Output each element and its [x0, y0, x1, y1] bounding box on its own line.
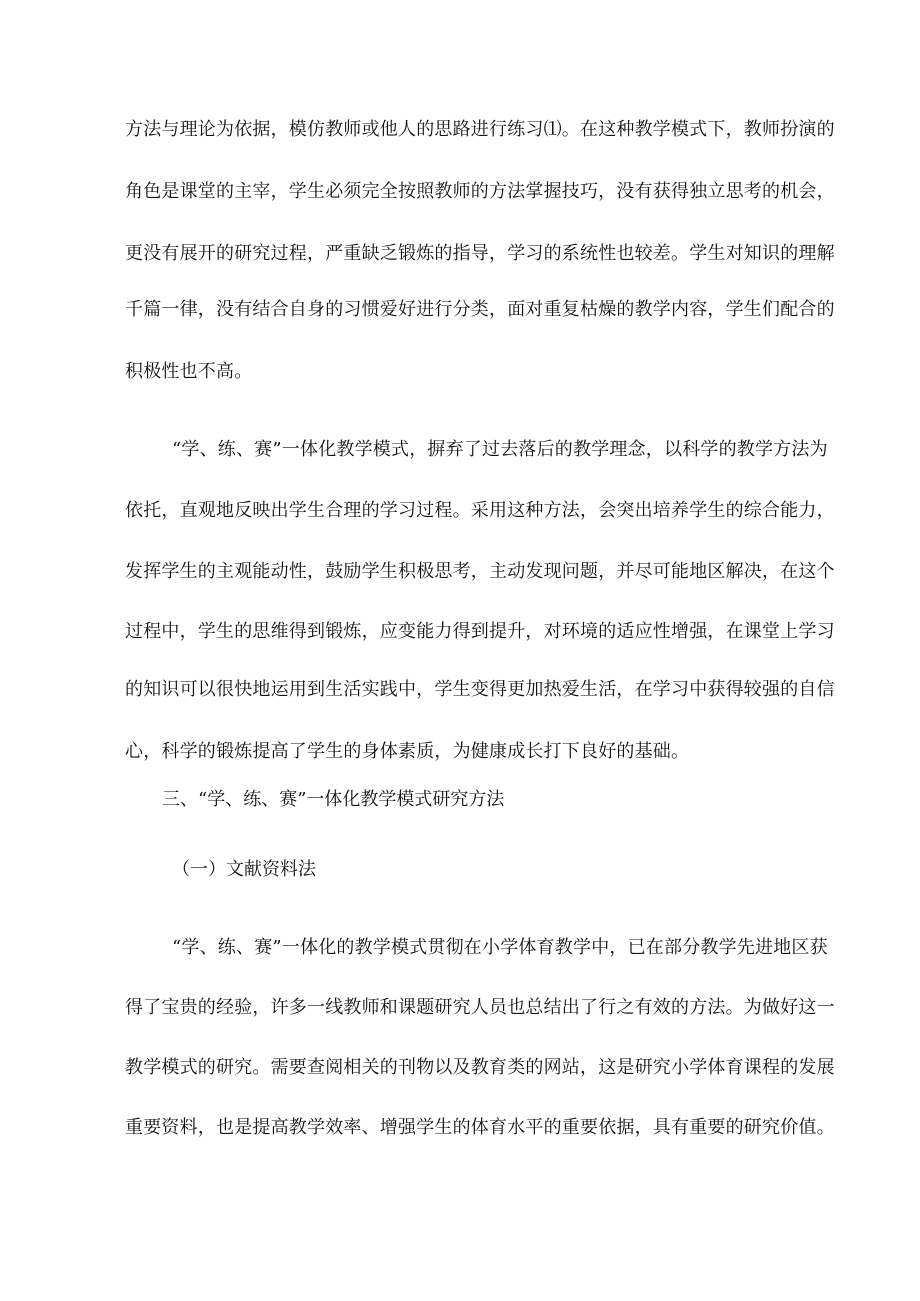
- paragraph-2-line-3: 发挥学生的主观能动性，鼓励学生积极思考，主动发现问题，并尽可能地区解决，在这个: [125, 561, 835, 582]
- paragraph-3-line-2: 得了宝贵的经验，许多一线教师和课题研究人员也总结出了行之有效的方法。为做好这一: [125, 997, 835, 1018]
- paragraph-2-line-4: 过程中，学生的思维得到锻炼，应变能力得到提升，对环境的适应性增强，在课堂上学习: [125, 621, 835, 642]
- paragraph-2-line-2: 依托，直观地反映出学生合理的学习过程。采用这种方法，会突出培养学生的综合能力，: [125, 500, 835, 521]
- paragraph-2-line-1: “学、练、赛”一体化教学模式，摒弃了过去落后的教学理念，以科学的教学方法为: [172, 439, 828, 460]
- paragraph-1-line-2: 角色是课堂的主宰，学生必须完全按照教师的方法掌握技巧，没有获得独立思考的机会，: [125, 181, 835, 202]
- paragraph-2-line-5: 的知识可以很快地运用到生活实践中，学生变得更加热爱生活，在学习中获得较强的自信: [125, 679, 835, 700]
- section-heading: 三、“学、练、赛”一体化教学模式研究方法: [162, 789, 505, 810]
- subsection-heading: （一）文献资料法: [172, 859, 316, 880]
- paragraph-3-line-3: 教学模式的研究。需要查阅相关的刊物以及教育类的网站，这是研究小学体育课程的发展: [125, 1057, 835, 1078]
- paragraph-1-line-5: 积极性也不高。: [125, 361, 253, 382]
- paragraph-3-line-1: “学、练、赛”一体化的教学模式贯彻在小学体育教学中，已在部分教学先进地区获: [172, 937, 828, 958]
- paragraph-1-line-3: 更没有展开的研究过程，严重缺乏锻炼的指导，学习的系统性也较差。学生对知识的理解: [125, 243, 835, 264]
- paragraph-3-line-4: 重要资料，也是提高教学效率、增强学生的体育水平的重要依据，具有重要的研究价值。: [125, 1117, 835, 1138]
- paragraph-1-line-1: 方法与理论为依据，模仿教师或他人的思路进行练习⑴。在这种教学模式下，教师扮演的: [125, 119, 835, 140]
- paragraph-2-line-6: 心，科学的锻炼提高了学生的身体素质，为健康成长打下良好的基础。: [125, 741, 690, 762]
- paragraph-1-line-4: 千篇一律，没有结合自身的习惯爱好进行分类，面对重复枯燥的教学内容，学生们配合的: [125, 299, 835, 320]
